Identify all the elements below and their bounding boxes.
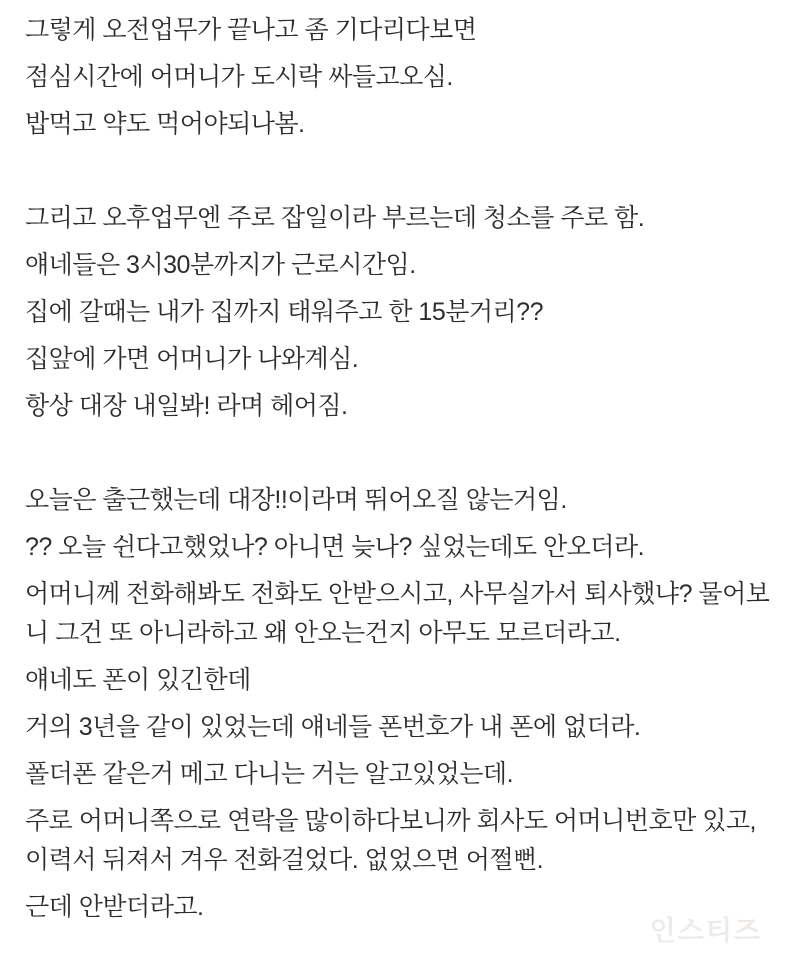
blank-line [25,434,780,473]
text-line: 오늘은 출근했는데 대장!!이라며 뛰어오질 않는거임. [25,486,567,514]
text-line: 폴더폰 같은거 메고 다니는 거는 알고있었는데. [25,760,514,788]
blank-line [25,152,780,191]
text-line: 어머니께 전화해봐도 전화도 안받으시고, 사무실가서 퇴사했냐? 물어보 니 그건 또 아니라하고 왜 안오는건지 아무도 모르더라고. [25,580,770,647]
text-line: 그렇게 오전업무가 끝나고 좀 기다리다보면 [25,16,477,44]
text-line: 항상 대장 내일봐! 라며 헤어짐. [25,392,348,420]
text-line: 집앞에 가면 어머니가 나와계심. [25,345,359,373]
text-line: ?? 오늘 쉰다고했었나? 아니면 늦나? 싶었는데도 안오더라. [25,533,645,561]
text-line: 집에 갈때는 내가 집까지 태워주고 한 15분거리?? [25,298,543,326]
text-line: 그리고 오후업무엔 주로 잡일이라 부르는데 청소를 주로 함. [25,204,645,232]
text-line: 점심시간에 어머니가 도시락 싸들고오심. [25,63,453,91]
instiz-watermark: 인스티즈 [649,916,762,946]
text-line: 근데 안받더라고. [25,893,204,921]
text-line: 거의 3년을 같이 있었는데 얘네들 폰번호가 내 폰에 없더라. [25,713,641,741]
text-line: 얘네들은 3시30분까지가 근로시간임. [25,251,416,279]
text-line: 얘네도 폰이 있긴한데 [25,666,251,694]
text-line: 밥먹고 약도 먹어야되나봄. [25,110,305,138]
text-line: 주로 어머니쪽으로 연락을 많이하다보니까 회사도 어머니번호만 있고, 이력서 뒤져서 겨우 전화걸었다. 없었으면 어쩔뻔. [25,807,756,874]
